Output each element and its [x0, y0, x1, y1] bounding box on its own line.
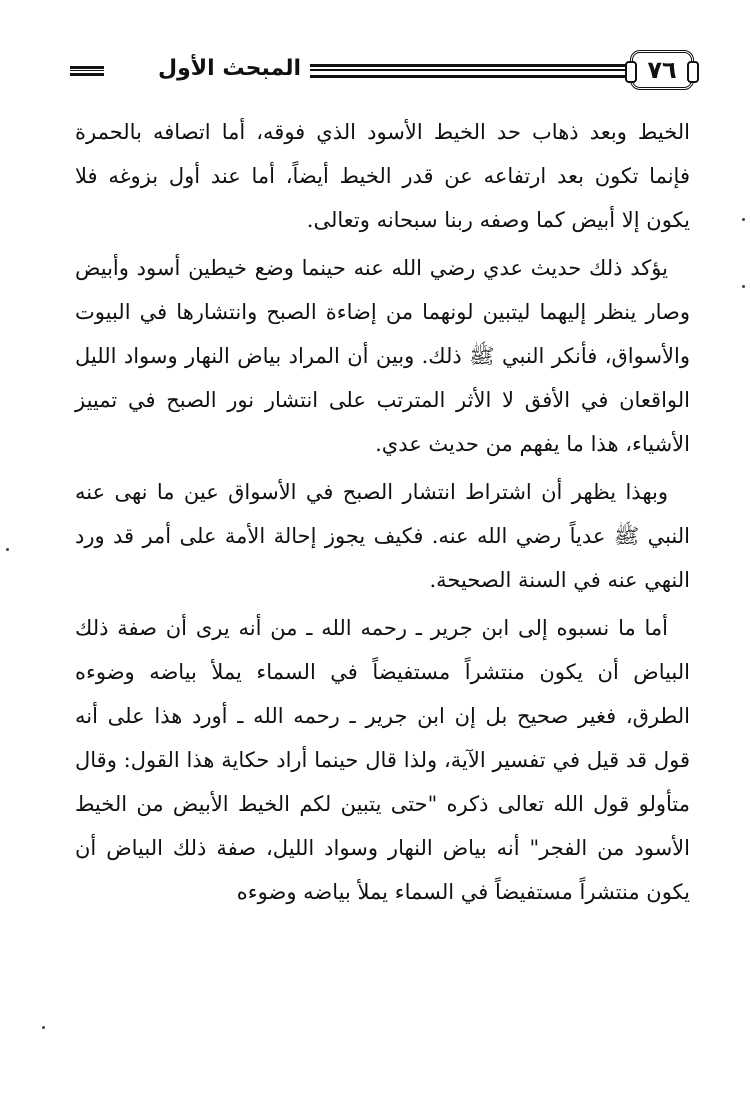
- page-number: [630, 50, 694, 90]
- chapter-title: المبحث الأول: [158, 56, 302, 81]
- scan-speck: [742, 285, 745, 288]
- paragraph: أما ما نسبوه إلى ابن جرير ـ رحمه الله ـ من أنه يرى أن صفة ذلك البياض أن يكون منتشراً مستفيضاً في السماء يملأ بياضه وضوءه الطرق، فغير صحيح بل إن ابن جرير ـ رحمه الله ـ أورد هذا على أنه قول قد قيل في تفسير الآية، ولذا قال حينما أراد حكاية هذا القول: وقال متأولو قول الله تعالى ذكره "حتى يتبين لكم الخيط الأبيض من الخيط الأسود من الفجر" أنه بياض النهار وسواد الليل، صفة ذلك البياض أن يكون منتشراً مستفيضاً في السماء يملأ بياضه وضوءه: [75, 616, 690, 904]
- scan-speck: [6, 548, 9, 551]
- header-ornament-rule: [310, 64, 630, 78]
- body-text: [75, 110, 690, 914]
- paragraph: وبهذا يظهر أن اشتراط انتشار الصبح في الأسواق عين ما نهى عنه النبي ﷺ عدياً رضي الله عنه. فكيف يجوز إحالة الأمة على أمر قد ورد النهي عنه في السنة الصحيحة.: [75, 480, 690, 592]
- paragraph: الخيط وبعد ذهاب حد الخيط الأسود الذي فوقه، أما اتصافه بالحمرة فإنما تكون بعد ارتفاعه عن قدر الخيط أيضاً، أما عند أول بزوغه فلا يكون إلا أبيض كما وصفه ربنا سبحانه وتعالى.: [75, 120, 690, 232]
- page-number-text: ٧٦: [647, 56, 677, 84]
- page-header: [70, 50, 700, 94]
- scan-speck: [742, 218, 745, 221]
- header-ornament-rule-left: [70, 66, 104, 76]
- paragraph: يؤكد ذلك حديث عدي رضي الله عنه حينما وضع خيطين أسود وأبيض وصار ينظر إليهما ليتبين لونهما من إضاءة الصبح وانتشارها في البيوت والأسواق، فأنكر النبي ﷺ ذلك. وبين أن المراد بياض النهار وسواد الليل الواقعان في الأفق لا الأثر المترتب على انتشار نور الصبح في تمييز الأشياء، هذا ما يفهم من حديث عدي.: [75, 256, 690, 456]
- scan-speck: [42, 1026, 45, 1029]
